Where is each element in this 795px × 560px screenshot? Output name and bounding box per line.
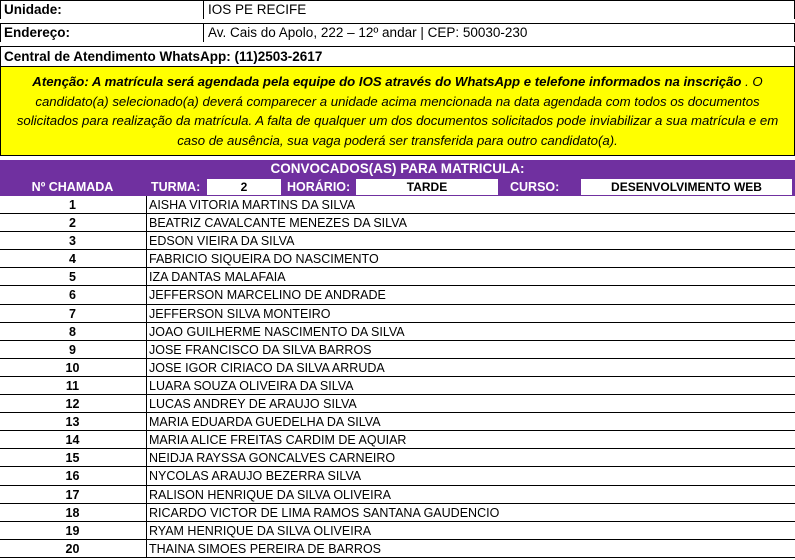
horario-label: HORÁRIO:: [287, 180, 351, 194]
row-name: JOSE IGOR CIRIACO DA SILVA ARRUDA: [146, 359, 795, 376]
unidade-value: IOS PE RECIFE: [208, 2, 307, 17]
table-row: [0, 413, 795, 431]
row-number: 5: [69, 270, 76, 285]
turma-value: 2: [207, 179, 281, 195]
row-name: LUCAS ANDREY DE ARAUJO SILVA: [146, 395, 795, 412]
row-number: 13: [65, 415, 80, 430]
table-row: [0, 467, 795, 485]
row-name: RICARDO VICTOR DE LIMA RAMOS SANTANA GAUDENCIO: [146, 504, 795, 521]
convocados-list: [0, 196, 795, 558]
attention-notice: [0, 66, 795, 156]
endereco-value: Av. Cais do Apolo, 222 – 12º andar | CEP: 50030-230: [208, 25, 528, 40]
row-number: 18: [65, 505, 80, 520]
row-number: 2: [69, 216, 76, 231]
table-row: [0, 268, 795, 286]
convocados-title: CONVOCADOS(AS) PARA MATRICULA:: [0, 160, 795, 178]
table-row: [0, 196, 795, 214]
row-number: 3: [69, 234, 76, 249]
row-number: 10: [65, 360, 80, 375]
unidade-row: [0, 0, 795, 19]
row-name: JOAO GUILHERME NASCIMENTO DA SILVA: [146, 323, 795, 340]
row-name: NYCOLAS ARAUJO BEZERRA SILVA: [146, 467, 795, 484]
table-row: [0, 232, 795, 250]
table-row: [0, 359, 795, 377]
endereco-label: Endereço:: [1, 24, 204, 42]
row-name: EDSON VIEIRA DA SILVA: [146, 232, 795, 249]
row-number: 7: [69, 306, 76, 321]
row-number: 14: [65, 433, 80, 448]
row-number: 9: [69, 342, 76, 357]
row-name: JOSE FRANCISCO DA SILVA BARROS: [146, 341, 795, 358]
row-number: 6: [69, 288, 76, 303]
row-name: MARIA ALICE FREITAS CARDIM DE AQUIAR: [146, 431, 795, 448]
row-name: RALISON HENRIQUE DA SILVA OLIVEIRA: [146, 486, 795, 503]
table-header: [0, 178, 795, 196]
row-name: MARIA EDUARDA GUEDELHA DA SILVA: [146, 413, 795, 430]
table-row: [0, 486, 795, 504]
table-row: [0, 395, 795, 413]
row-number: 17: [65, 487, 80, 502]
row-number: 11: [65, 378, 80, 393]
whatsapp-line: Central de Atendimento WhatsApp: (11)2503-2617: [0, 46, 795, 66]
table-row: [0, 377, 795, 395]
table-row: [0, 250, 795, 268]
endereco-row: [0, 23, 795, 42]
unidade-label: Unidade:: [1, 1, 204, 19]
row-name: RYAM HENRIQUE DA SILVA OLIVEIRA: [146, 522, 795, 539]
col-chamada-header: Nº CHAMADA: [31, 180, 114, 194]
curso-value: DESENVOLVIMENTO WEB: [581, 179, 792, 195]
row-name: BEATRIZ CAVALCANTE MENEZES DA SILVA: [146, 214, 795, 231]
row-number: 20: [65, 541, 80, 556]
row-number: 12: [65, 397, 80, 412]
row-number: 8: [69, 324, 76, 339]
row-number: 19: [65, 523, 80, 538]
row-name: JEFFERSON MARCELINO DE ANDRADE: [146, 286, 795, 303]
table-row: [0, 286, 795, 304]
row-number: 16: [65, 469, 80, 484]
table-row: [0, 341, 795, 359]
horario-value: TARDE: [356, 179, 498, 195]
attention-notice-bold: Atenção: A matrícula será agendada pela equipe do IOS através do WhatsApp e telefone informados na inscrição: [32, 74, 742, 89]
row-number: 4: [69, 252, 76, 267]
table-row: [0, 214, 795, 232]
row-name: THAINA SIMOES PEREIRA DE BARROS: [146, 540, 795, 557]
table-row: [0, 540, 795, 558]
table-row: [0, 431, 795, 449]
table-row: [0, 323, 795, 341]
table-row: [0, 504, 795, 522]
attention-notice-text: . O candidato(a) selecionado(a) deverá comparecer a unidade acima mencionada na data agendada com todos os documentos solicitados para realização da matrícula. A falta de qualquer um dos documentos solicitados pode inviabilizar a sua matrícula e em caso de ausência, sua vaga poderá ser transferida para outro candidato(a).: [16, 74, 779, 148]
table-row: [0, 305, 795, 323]
curso-label: CURSO:: [510, 180, 560, 194]
row-number: 15: [65, 451, 80, 466]
row-name: IZA DANTAS MALAFAIA: [146, 268, 795, 285]
row-name: JEFFERSON SILVA MONTEIRO: [146, 305, 795, 322]
row-number: 1: [69, 198, 76, 212]
row-name: NEIDJA RAYSSA GONCALVES CARNEIRO: [146, 449, 795, 466]
table-row: [0, 449, 795, 467]
row-name: FABRICIO SIQUEIRA DO NASCIMENTO: [146, 250, 795, 267]
row-name: AISHA VITORIA MARTINS DA SILVA: [146, 196, 795, 213]
row-name: LUARA SOUZA OLIVEIRA DA SILVA: [146, 377, 795, 394]
table-row: [0, 522, 795, 540]
turma-label: TURMA:: [151, 180, 201, 194]
